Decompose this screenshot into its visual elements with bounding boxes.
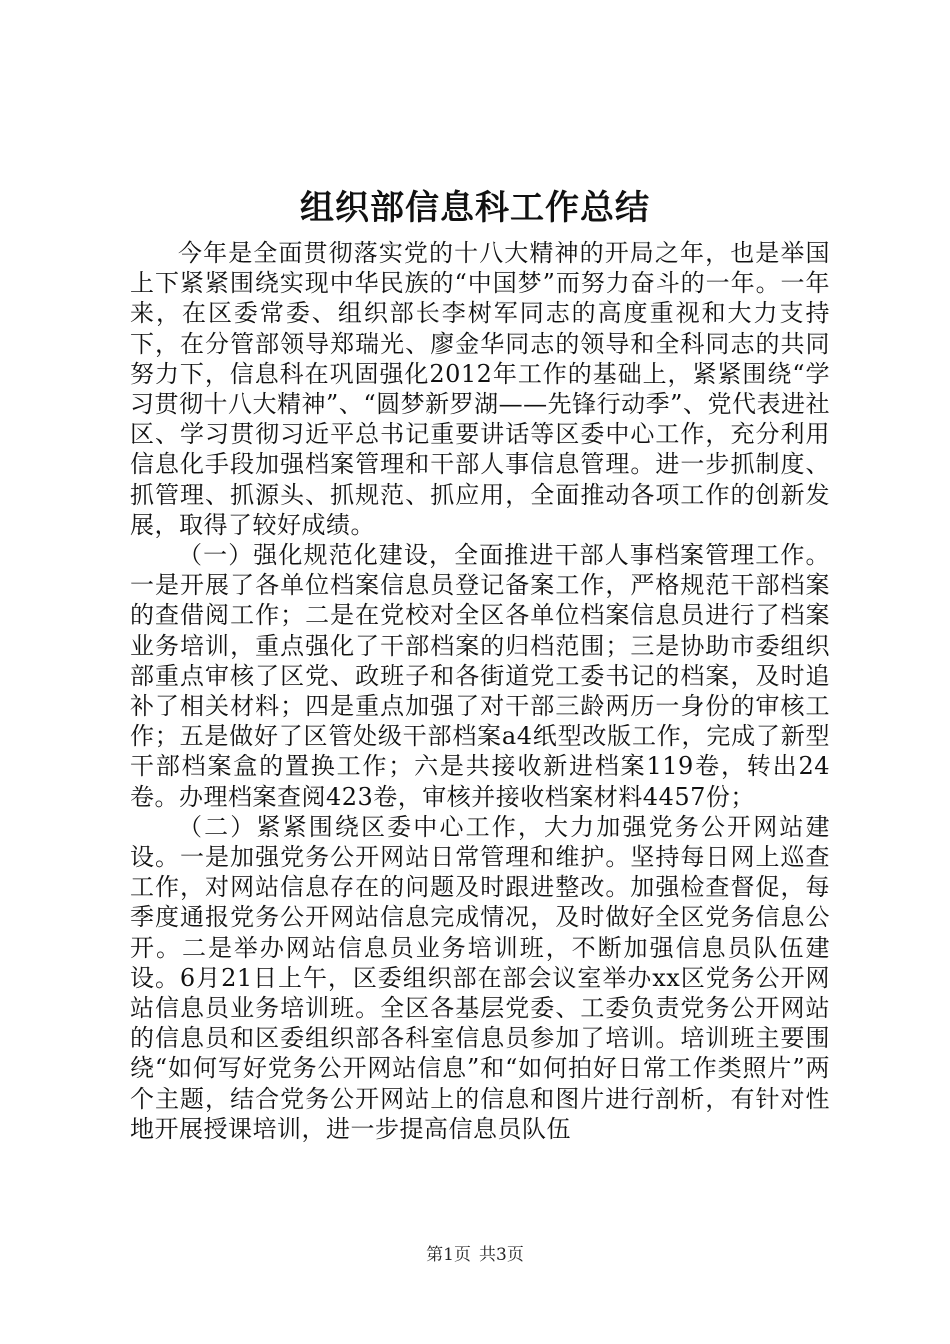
document-title: 组织部信息科工作总结 <box>300 188 650 228</box>
page-number: 第1页 <box>426 1245 471 1265</box>
paragraph-intro: 今年是全面贯彻落实党的十八大精神的开局之年，也是举国上下紧紧围绕实现中华民族的“中国梦”而努力奋斗的一年。一年来，在区委常委、组织部长李树军同志的高度重视和大力支持下，在分管部领导郑瑞光、廖金华同志的领导和全科同志的共同努力下，信息科在巩固强化2012年工作的基础上，紧紧围绕“学习贯彻十八大精神”、“圆梦新罗湖——先锋行动季”、党代表进社区、学习贯彻习近平总书记重要讲话等区委中心工作，充分利用信息化手段加强档案管理和干部人事信息管理。进一步抓制度、抓管理、抓源头、抓规范、抓应用，全面推动各项工作的创新发展，取得了较好成绩。 <box>130 239 830 539</box>
paragraph-section-2: （二）紧紧围绕区委中心工作，大力加强党务公开网站建设。一是加强党务公开网站日常管理和维护。坚持每日网上巡查工作，对网站信息存在的问题及时跟进整改。加强检查督促，每季度通报党务公开网站信息完成情况，及时做好全区党务信息公开。二是举办网站信息员业务培训班，不断加强信息员队伍建设。6月21日上午，区委组织部在部会议室举办xx区党务公开网站信息员业务培训班。全区各基层党委、工委负责党务公开网站的信息员和区委组织部各科室信息员参加了培训。培训班主要围绕“如何写好党务公开网站信息”和“如何拍好日常工作类照片”两个主题，结合党务公开网站上的信息和图片进行剖析，有针对性地开展授课培训，进一步提高信息员队伍 <box>130 812 830 1143</box>
page-total: 共3页 <box>479 1245 524 1265</box>
page-footer <box>0 1244 950 1266</box>
document-body <box>130 238 830 1144</box>
paragraph-section-1: （一）强化规范化建设，全面推进干部人事档案管理工作。一是开展了各单位档案信息员登记备案工作，严格规范干部档案的查借阅工作；二是在党校对全区各单位档案信息员进行了档案业务培训，重点强化了干部档案的归档范围；三是协助市委组织部重点审核了区党、政班子和各街道党工委书记的档案，及时追补了相关材料；四是重点加强了对干部三龄两历一身份的审核工作；五是做好了区管处级干部档案a4纸型改版工作，完成了新型干部档案盒的置换工作；六是共接收新进档案119卷，转出24卷。办理档案查阅423卷，审核并接收档案材料4457份； <box>130 541 830 811</box>
